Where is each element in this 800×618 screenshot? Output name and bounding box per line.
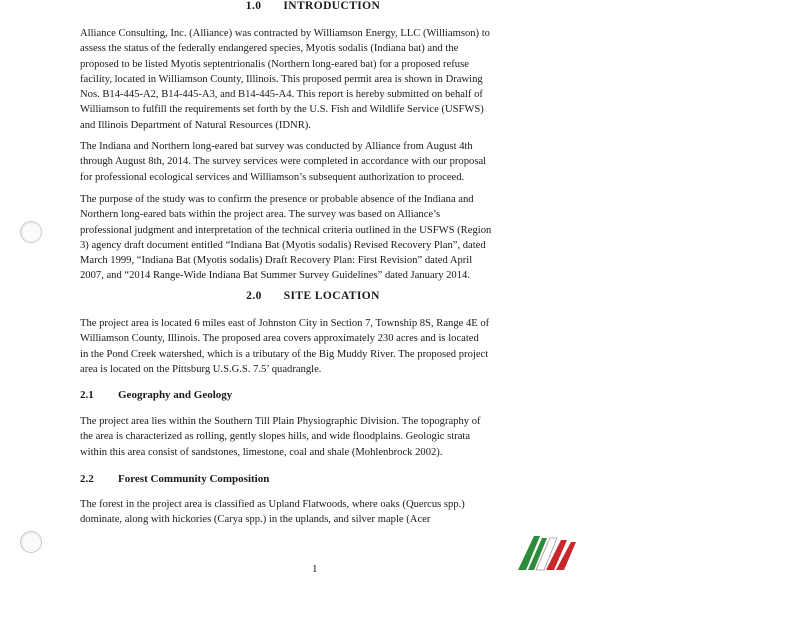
section-title: SITE LOCATION [283,290,380,302]
paragraph-geography-1 [80,414,552,460]
section-number: 1.0 [245,0,262,12]
text-line: The purpose of the study was to confirm the presence or probable absence of the Indiana and [80,194,474,205]
subsection-title: Forest Community Composition [118,473,270,485]
text-line: The project area lies within the Southern Till Plain Physiographic Division. The topography of [80,416,481,427]
text-line: Northern long-eared bats within the project area. The survey was based on Alliance’s [80,209,441,221]
subsection-number: 2.2 [80,473,94,485]
company-logo [514,530,586,574]
subsection-heading-forest [80,473,269,485]
page-number: 1 [312,563,318,575]
text-line: Alliance Consulting, Inc. (Alliance) was contracted by Williamson Energy, LLC (Williamson) to [80,28,490,39]
text-line: 3) agency draft document entitled “Indiana Bat (Myotis sodalis) Revised Recovery Plan”, dated [80,239,486,251]
section-heading-site-location [80,290,546,302]
text-line: Nos. B14-445-A2, B14-445-A3, and B14-445-A4. This report is hereby submitted on behalf of [80,89,483,101]
text-line: for professional ecological services and Williamson’s subsequent authorization to proceed. [80,171,465,183]
text-line: Williamson County, Illinois. The proposed area covers approximately 230 acres and is located [80,333,479,345]
text-line: The forest in the project area is classified as Upland Flatwoods, where oaks (Quercus spp.) [80,499,465,510]
text-line: assess the status of the federally endangered species, Myotis sodalis (Indiana bat) and the [80,43,459,55]
paragraph-intro-3 [80,192,552,284]
text-line: Williamson to fulfill the requirements set forth by the U.S. Fish and Wildlife Service (USFWS) [80,104,484,116]
punch-hole-bottom [20,531,42,553]
paragraph-forest-1 [80,497,552,528]
text-line: The Indiana and Northern long-eared bat survey was conducted by Alliance from August 4th [80,141,473,152]
text-line: March 1999, “Indiana Bat (Myotis sodalis) Draft Recovery Plan: First Revision” dated April [80,255,473,267]
text-line: through August 8th, 2014. The survey services were completed in accordance with our proposal [80,156,487,168]
section-title: INTRODUCTION [283,0,381,12]
paragraph-intro-1 [80,26,552,133]
text-line: the area is characterized as rolling, gently slopes hills, and wide floodplains. Geologic strata [80,431,471,443]
paragraph-site-1 [80,316,552,377]
subsection-title: Geography and Geology [118,389,233,401]
text-line: and Illinois Department of Natural Resources (IDNR). [80,119,311,131]
text-line: within this area consist of sandstones, limestone, coal and shale (Mohlenbrock 2002). [80,446,443,458]
text-line: 2007, and “2014 Range-Wide Indiana Bat Summer Survey Guidelines” dated January 2014. [80,270,470,282]
text-line: professional judgment and interpretation of the technical criteria outlined in the USFWS (Region [80,224,492,236]
section-number: 2.0 [246,290,262,302]
text-line: in the Pond Creek watershed, which is a tributary of the Big Muddy River. The proposed project [80,348,489,360]
text-line: proposed to be listed Myotis septentrionalis (Northern long-eared bat) for a proposed refuse [80,58,469,70]
subsection-heading-geography [80,389,232,401]
text-line: area is located on the Pittsburg U.S.G.S. 7.5’ quadrangle. [80,363,322,375]
text-line: facility, located in Williamson County, Illinois. This proposed permit area is shown in Drawing [80,73,483,85]
section-heading-introduction [80,0,546,12]
paragraph-intro-2 [80,139,552,185]
text-line: The project area is located 6 miles east of Johnston City in Section 7, Township 8S, Range 4E of [80,318,490,329]
text-line: dominate, along with hickories (Carya spp.) in the uplands, and silver maple (Acer [80,514,431,526]
punch-hole-top [20,221,42,243]
subsection-number: 2.1 [80,389,94,401]
